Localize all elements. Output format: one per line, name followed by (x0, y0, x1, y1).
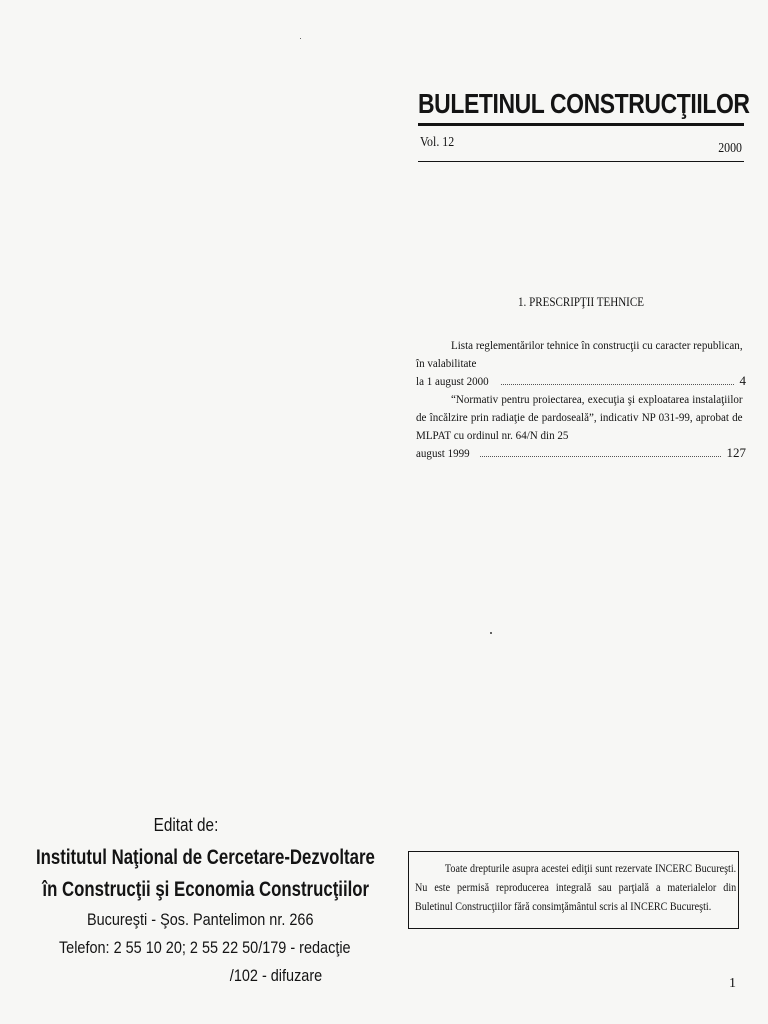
publisher-phone: Telefon: 2 55 10 20; 2 55 22 50/179 - redacţie (58, 938, 351, 957)
toc-entry-last-line: la 1 august 2000 (416, 374, 489, 388)
publisher-address: Bucureşti - Şos. Pantelimon nr. 266 (87, 910, 314, 929)
journal-title: BULETINUL CONSTRUCŢIILOR (418, 88, 750, 119)
dot-leader (480, 456, 720, 457)
toc-entry-text: Lista reglementărilor tehnice în construcţii cu caracter republican, în valabilitate (416, 338, 743, 370)
institute-name-line1: Institutul Naţional de Cercetare-Dezvoltare (36, 846, 375, 869)
scan-speck (300, 38, 301, 39)
copyright-notice-text: Toate drepturile asupra acestei ediţii sunt rezervate INCERC Bucureşti. Nu este permisă reproducerea integrală sau parţială a materialelor din Buletinul Construcţiilor fără consimţământul scris al INCERC Bucureşti. (415, 863, 737, 913)
toc-page-number: 4 (739, 373, 746, 388)
masthead-rule-thick (418, 123, 744, 126)
toc-entry (416, 336, 746, 390)
page-number: 1 (729, 976, 736, 991)
institute-name-line2: în Construcţii şi Economia Construcţiilor (42, 878, 370, 901)
table-of-contents (416, 336, 746, 462)
masthead-rule-thin (418, 161, 744, 162)
dot-leader (501, 384, 734, 385)
section-heading: 1. PRESCRIPŢII TEHNICE (518, 294, 644, 309)
copyright-notice (408, 851, 739, 929)
toc-entry-last-line: august 1999 (416, 446, 470, 460)
publisher-block (36, 815, 375, 990)
scan-speck (490, 632, 492, 634)
masthead (418, 88, 750, 156)
edited-by-label: Editat de: (153, 815, 219, 835)
toc-entry (416, 390, 746, 462)
toc-entry-text: “Normativ pentru proiectarea, execuţia şi exploatarea instalaţiilor de încălzire prin radiaţie de pardoseală”, indicativ NP 031-99, aprobat de MLPAT cu ordinul nr. 64/N din 25 (416, 392, 743, 442)
publisher-phone-extension: /102 - difuzare (229, 966, 323, 985)
toc-page-number: 127 (726, 445, 746, 460)
year-label: 2000 (718, 141, 742, 156)
volume-label: Vol. 12 (420, 135, 455, 150)
